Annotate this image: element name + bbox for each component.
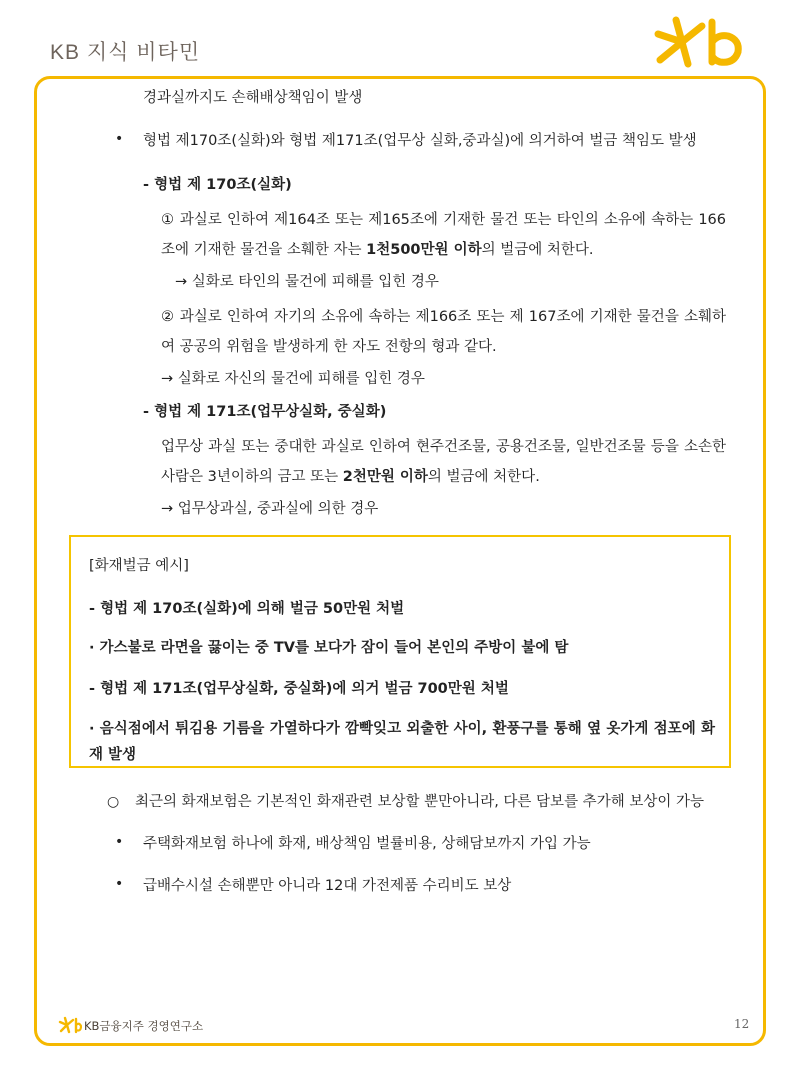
section-heading: - 형법 제 171조(업무상실화, 중실화) <box>143 404 387 420</box>
paragraph-text: 업무상 과실 또는 중대한 과실로 인하여 현주건조물, 공용건조물, 일반건조물 등을 소손한 사람은 3년이하의 금고 또는 <box>161 439 726 485</box>
example-line: - 형법 제 171조(업무상실화, 중실화)에 의거 벌금 700만원 처벌 <box>89 681 509 697</box>
bullet-dot: • <box>115 834 124 850</box>
example-box-title: [화재벌금 예시] <box>89 558 189 574</box>
example-line: · 가스불로 라면을 끓이는 중 TV를 보다가 잠이 들어 본인의 주방이 불에 탐 <box>89 640 569 656</box>
paragraph-emphasis: 1천500만원 이하 <box>366 242 482 258</box>
paragraph <box>161 205 726 265</box>
arrow-note: → 실화로 자신의 물건에 피해를 입힌 경우 <box>161 371 425 387</box>
section-heading: - 형법 제 170조(실화) <box>143 177 292 193</box>
example-paragraph: · 음식점에서 튀김용 기름을 가열하다가 깜빡잊고 외출한 사이, 환풍구를 통해 옆 옷가게 점포에 화재 발생 <box>89 721 715 763</box>
page-number: 12 <box>734 1017 750 1031</box>
example-line: - 형법 제 170조(실화)에 의해 벌금 50만원 처벌 <box>89 601 405 617</box>
footer-org: KB금융지주 경영연구소 <box>84 1019 204 1033</box>
paragraph-emphasis: 2천만원 이하 <box>342 469 428 485</box>
kb-logo-icon <box>648 12 748 72</box>
intro-line: 경과실까지도 손해배상책임이 발생 <box>143 90 363 106</box>
bullet-dot: • <box>115 876 124 892</box>
page-title: KB 지식 비타민 <box>50 41 201 64</box>
circle-bullet: ○ <box>107 794 120 810</box>
bullet-text: 주택화재보험 하나에 화재, 배상책임 벌률비용, 상해담보까지 가입 가능 <box>143 836 591 852</box>
arrow-note: → 실화로 타인의 물건에 피해를 입힌 경우 <box>175 274 439 290</box>
paragraph <box>161 432 726 492</box>
paragraph <box>161 302 726 362</box>
paragraph-text: 의 벌금에 처한다. <box>481 242 594 258</box>
bullet-text: 급배수시설 손해뿐만 아니라 12대 가전제품 수리비도 보상 <box>143 878 512 894</box>
paragraph-text: 의 벌금에 처한다. <box>427 469 540 485</box>
summary-line: 최근의 화재보험은 기본적인 화재관련 보상할 뿐만아니라, 다른 담보를 추가해 보상이 가능 <box>135 794 704 810</box>
bullet-dot: • <box>115 131 124 147</box>
kb-star-icon <box>58 1016 82 1034</box>
bullet-text: 형법 제170조(실화)와 형법 제171조(업무상 실화,중과실)에 의거하여 벌금 책임도 발생 <box>143 133 697 149</box>
paragraph-text: ② 과실로 인하여 자기의 소유에 속하는 제166조 또는 제 167조에 기재한 물건을 소훼하여 공공의 위험을 발생하게 한 자도 전항의 형과 같다. <box>161 309 726 355</box>
paragraph-text: ① 과실로 인하여 제164조 또는 제165조에 기재한 물건 또는 타인의 소유에 속하는 166조에 기재한 물건을 소훼한 자는 <box>161 212 726 258</box>
arrow-note: → 업무상과실, 중과실에 의한 경우 <box>161 501 379 517</box>
